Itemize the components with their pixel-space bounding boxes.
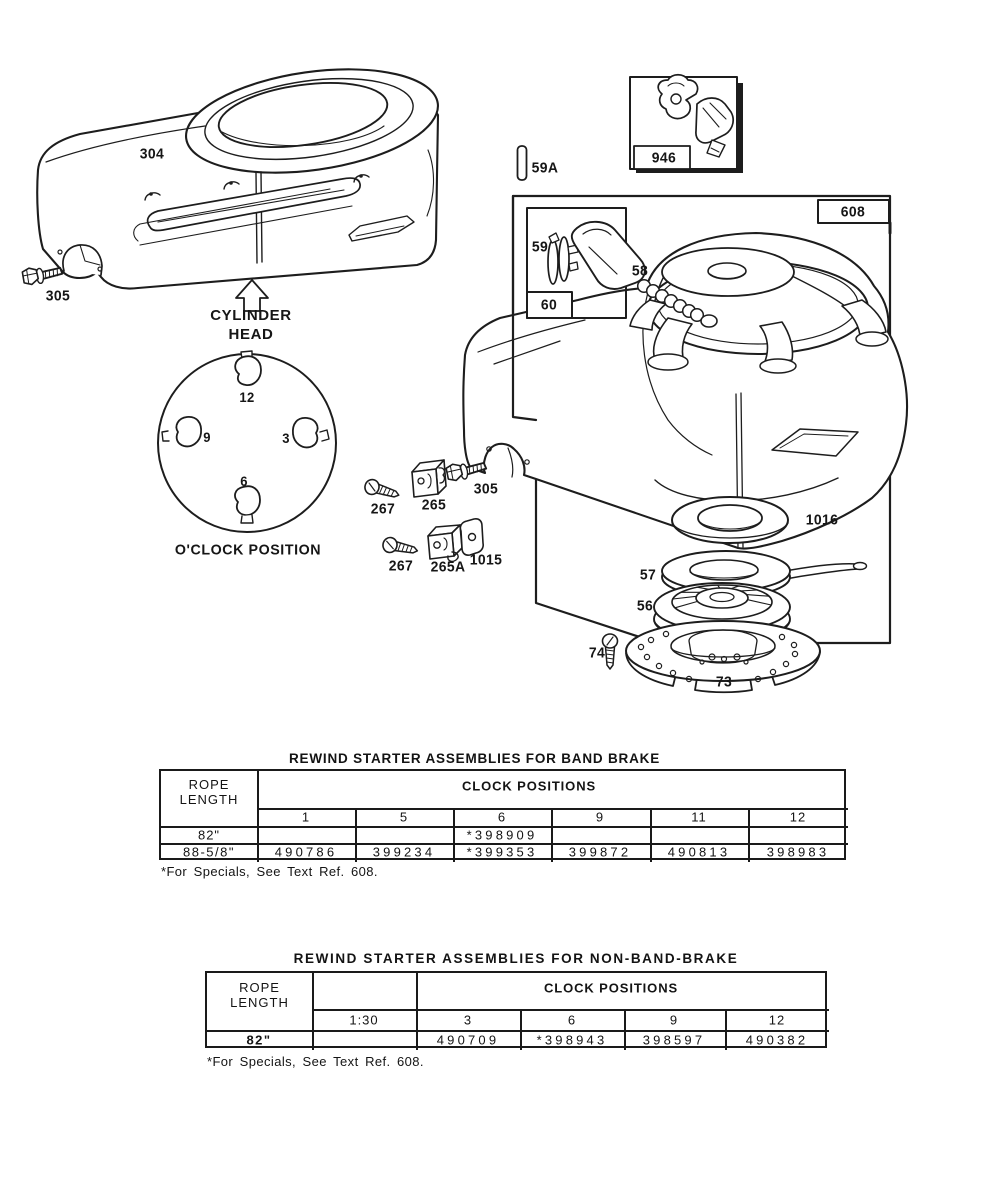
non-band-brake-table-title: REWIND STARTER ASSEMBLIES FOR NON-BAND-BRAKE bbox=[293, 951, 739, 966]
table-cell: 398597 bbox=[642, 1032, 706, 1048]
part-label-608: 608 bbox=[840, 203, 866, 221]
col-header: 12 bbox=[768, 1012, 786, 1028]
rope-length-header: ROPE LENGTH bbox=[179, 777, 239, 807]
clock-positions-header: CLOCK POSITIONS bbox=[461, 778, 597, 794]
clock-positions-header: CLOCK POSITIONS bbox=[543, 980, 679, 996]
col-header: 11 bbox=[691, 809, 707, 825]
clock-label-9: 9 bbox=[203, 429, 211, 445]
band-brake-table-title: REWIND STARTER ASSEMBLIES FOR BAND BRAKE bbox=[289, 751, 661, 766]
pin-59A-drawing bbox=[518, 146, 527, 180]
clock-position-dial-drawing bbox=[158, 351, 336, 532]
clock-label-6: 6 bbox=[240, 473, 248, 489]
table-cell: *398909 bbox=[466, 827, 538, 843]
washer-1016-drawing bbox=[672, 497, 788, 543]
rope-length-value: 82" bbox=[246, 1032, 272, 1048]
part-label-59: 59 bbox=[531, 238, 549, 256]
part-label-74: 74 bbox=[588, 644, 606, 662]
col-header: 1 bbox=[301, 809, 311, 825]
part-label-267-bottom: 267 bbox=[388, 557, 414, 575]
col-header: 12 bbox=[789, 809, 807, 825]
part-label-60: 60 bbox=[540, 296, 558, 314]
part-label-56: 56 bbox=[636, 597, 654, 615]
table-cell: 490709 bbox=[436, 1032, 500, 1048]
part-label-305-left: 305 bbox=[45, 287, 71, 305]
clock-label-12: 12 bbox=[239, 389, 255, 405]
cylinder-head-caption: CYLINDER HEAD bbox=[210, 307, 292, 343]
clip-265-drawing bbox=[412, 460, 446, 497]
table-cell: *399353 bbox=[466, 844, 538, 860]
table-cell: 399872 bbox=[568, 844, 632, 860]
col-header: 9 bbox=[595, 809, 605, 825]
table-cell: *398943 bbox=[536, 1032, 608, 1048]
part-label-1016: 1016 bbox=[805, 511, 839, 529]
bolt-305-left-drawing bbox=[22, 264, 63, 285]
table-cell: 490813 bbox=[667, 844, 731, 860]
table-cell: 490786 bbox=[274, 844, 338, 860]
part-label-58: 58 bbox=[631, 262, 649, 280]
col-header: 3 bbox=[463, 1012, 473, 1028]
rope-length-value: 88-5/8" bbox=[183, 844, 235, 860]
rope-guide-946-box-drawing bbox=[630, 75, 743, 173]
part-label-267-top: 267 bbox=[370, 500, 396, 518]
rope-length-header: ROPE LENGTH bbox=[230, 980, 289, 1010]
part-label-946: 946 bbox=[651, 149, 677, 167]
part-label-57: 57 bbox=[639, 566, 657, 584]
non-band-brake-table bbox=[205, 971, 827, 1048]
part-label-1015: 1015 bbox=[469, 551, 503, 569]
part-label-73: 73 bbox=[715, 673, 733, 691]
rewind-starter-housing-drawing bbox=[463, 233, 907, 549]
non-band-brake-footnote: *For Specials, See Text Ref. 608. bbox=[207, 1054, 424, 1069]
band-brake-table bbox=[159, 769, 846, 860]
col-header: 5 bbox=[399, 809, 409, 825]
part-label-265: 265 bbox=[421, 496, 447, 514]
col-header: 6 bbox=[567, 1012, 577, 1028]
part-label-304: 304 bbox=[139, 145, 165, 163]
table-cell: 399234 bbox=[372, 844, 436, 860]
plate-1015-drawing bbox=[460, 519, 483, 555]
clock-label-3: 3 bbox=[282, 430, 290, 446]
blower-housing-304-drawing bbox=[37, 55, 444, 289]
part-label-265A: 265A bbox=[430, 558, 466, 576]
table-cell: 490382 bbox=[745, 1032, 809, 1048]
rope-length-value: 82" bbox=[197, 827, 221, 843]
part-label-59A: 59A bbox=[531, 159, 559, 177]
screw-267-bottom-drawing bbox=[382, 536, 419, 558]
clip-265A-drawing bbox=[428, 525, 462, 561]
part-label-305-right: 305 bbox=[473, 480, 499, 498]
band-brake-footnote: *For Specials, See Text Ref. 608. bbox=[161, 864, 378, 879]
table-cell: 398983 bbox=[766, 844, 830, 860]
col-header: 9 bbox=[669, 1012, 679, 1028]
col-header: 1:30 bbox=[349, 1012, 379, 1028]
clock-dial-caption: O'CLOCK POSITION bbox=[174, 541, 322, 559]
screw-267-top-drawing bbox=[363, 478, 401, 503]
col-header: 6 bbox=[497, 809, 507, 825]
